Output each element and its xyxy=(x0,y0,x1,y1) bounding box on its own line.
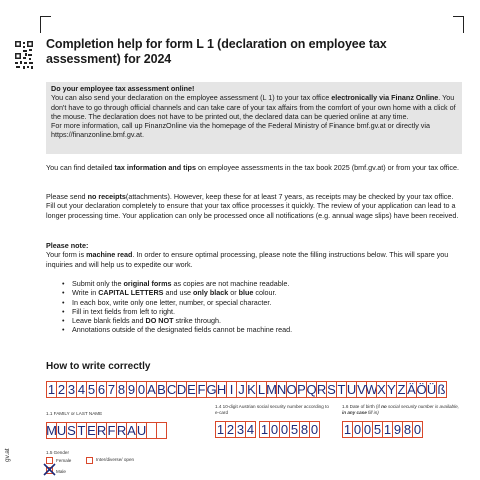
gender-inter-checkbox[interactable] xyxy=(86,457,93,464)
char-box: T xyxy=(337,382,346,397)
char-box: S xyxy=(327,382,336,397)
char-box: B xyxy=(157,382,166,397)
ssn-label: 1.4 10-digit Austrian social security number according to e-card xyxy=(215,404,329,415)
char-box: Ü xyxy=(426,382,437,397)
char-box: 1 xyxy=(343,422,352,437)
list-item: • Submit only the original forms as copies are not machine readable. xyxy=(62,279,462,288)
char-box: U xyxy=(56,423,67,438)
cross-mark-icon xyxy=(43,463,56,476)
list-item: • Fill in text fields from left to right. xyxy=(62,307,462,316)
char-box: 1 xyxy=(383,422,392,437)
char-box: 2 xyxy=(226,422,235,437)
char-box: M xyxy=(266,382,277,397)
char-box: 1 xyxy=(216,422,225,437)
online-info-box xyxy=(46,82,462,154)
char-box: C xyxy=(166,382,177,397)
info-text: You can also send your declaration on the employee assessment (L 1) to your tax office electronically via Finanz Online. You don't have to go through official channels and can take care of your tax affairs from the comfort of your own home with a click of the mouse. The declaration does not have to be printed out, the declared data can be queried online at any time. xyxy=(51,93,456,121)
gender-male-label: Male xyxy=(56,469,66,474)
char-box: R xyxy=(116,423,127,438)
char-box: 9 xyxy=(393,422,402,437)
gender-female-label: Female xyxy=(56,458,72,463)
char-box: 0 xyxy=(363,422,372,437)
char-box: Q xyxy=(306,382,317,397)
char-box: 6 xyxy=(97,382,106,397)
list-item: • Annotations outside of the designated fields cannot be machine read. xyxy=(62,325,462,334)
gender-inter-label: Inter/diverse/ open xyxy=(96,457,135,462)
instruction-list xyxy=(62,279,462,335)
char-box: 7 xyxy=(107,382,116,397)
char-box: 0 xyxy=(137,382,146,397)
char-box: H xyxy=(216,382,227,397)
char-box: 0 xyxy=(310,422,319,437)
char-box: 0 xyxy=(270,422,279,437)
char-box xyxy=(156,422,167,439)
char-box: 1 xyxy=(260,422,269,437)
info-heading: Do your employee tax assessment online! xyxy=(51,84,195,93)
list-item: • Write in CAPITAL LETTERS and use only black or blue colour. xyxy=(62,288,462,297)
corner-mark-top-right xyxy=(453,16,464,33)
char-box: ß xyxy=(437,382,446,397)
char-box: G xyxy=(206,382,217,397)
char-box: W xyxy=(365,382,378,397)
note-text: Your form is machine read. In order to ensure optimal processing, please note the filling instructions below. This will spare you inquiries and will help us to expedite our work. xyxy=(46,250,449,269)
char-box: R xyxy=(96,423,107,438)
list-item: • In each box, write only one letter, number, or special character. xyxy=(62,298,462,307)
family-name-label: 1.1 FAMILY or LAST NAME xyxy=(46,411,103,416)
char-box: 3 xyxy=(236,422,245,437)
char-box: 5 xyxy=(290,422,299,437)
note-heading: Please note: xyxy=(46,241,89,250)
char-box: 8 xyxy=(300,422,309,437)
char-box: J xyxy=(236,381,247,398)
char-box: 8 xyxy=(117,382,126,397)
char-box: M xyxy=(46,423,57,438)
family-name-field[interactable] xyxy=(46,422,166,439)
char-box: 9 xyxy=(127,382,136,397)
char-box: X xyxy=(377,382,386,397)
char-box: A xyxy=(147,382,156,397)
char-box: F xyxy=(197,382,206,397)
how-to-heading: How to write correctly xyxy=(46,361,151,372)
char-box: R xyxy=(316,382,327,397)
char-box: N xyxy=(276,382,287,397)
list-item: • Leave blank fields and DO NOT strike through. xyxy=(62,316,462,325)
char-box: O xyxy=(286,382,297,397)
char-box: Y xyxy=(387,382,396,397)
char-box: 5 xyxy=(87,382,96,397)
char-box: 0 xyxy=(413,422,422,437)
qr-code-icon xyxy=(14,40,34,70)
char-box: I xyxy=(226,381,237,398)
char-box: U xyxy=(346,382,357,397)
char-box: E xyxy=(187,382,196,397)
char-box: 1 xyxy=(47,382,56,397)
char-box: Ä xyxy=(407,382,416,397)
gender-label: 1.5 Gender xyxy=(46,450,69,455)
sample-character-boxes xyxy=(46,381,446,398)
char-box: 8 xyxy=(403,422,412,437)
char-box: L xyxy=(257,382,266,397)
char-box: 0 xyxy=(280,422,289,437)
char-box: D xyxy=(176,382,187,397)
char-box: Ö xyxy=(416,382,427,397)
char-box: P xyxy=(297,382,306,397)
dob-label: 1.6 Date of birth (if no social security number is available, in any case fill in) xyxy=(342,404,459,415)
char-box: 5 xyxy=(373,422,382,437)
char-box: 3 xyxy=(67,382,76,397)
char-box: K xyxy=(247,382,256,397)
char-box: 0 xyxy=(353,422,362,437)
char-box: Z xyxy=(397,382,406,397)
corner-mark-top-left xyxy=(40,16,51,33)
side-url-text: gv.at xyxy=(4,448,11,462)
info-more: For more information, call up FinanzOnline via the homepage of the Federal Ministry of Finance bmf.gv.at or directly via https://finanzonline.bmf.gv.at. xyxy=(51,121,430,140)
char-box: V xyxy=(357,382,366,397)
char-box: A xyxy=(127,423,136,438)
char-box: U xyxy=(136,423,147,438)
dob-field[interactable] xyxy=(342,421,422,438)
char-box: 4 xyxy=(77,382,86,397)
receipts-paragraph: Please send no receipts(attachments). However, keep these for at least 7 years, as receipts may be checked by your tax office. Fill out your declaration completely to ensure that your tax office processes it quickly. The review of your application can lead to a longer processing time. Your application can only be processed once all notifications (e.g. annual wage slips) have been received. xyxy=(46,192,459,220)
char-box: S xyxy=(67,423,76,438)
note-paragraph xyxy=(46,241,462,269)
char-box: F xyxy=(107,423,116,438)
char-box: T xyxy=(77,423,86,438)
page-title: Completion help for form L 1 (declaration on employee tax assessment) for 2024 xyxy=(46,37,387,66)
ssn-field[interactable] xyxy=(215,421,319,438)
char-box: 4 xyxy=(246,422,255,437)
char-box: 2 xyxy=(57,382,66,397)
tax-tips-paragraph: You can find detailed tax information and tips on employee assessments in the tax book 2025 (bmf.gv.at) or from your tax office. xyxy=(46,163,459,172)
char-box: E xyxy=(87,423,96,438)
